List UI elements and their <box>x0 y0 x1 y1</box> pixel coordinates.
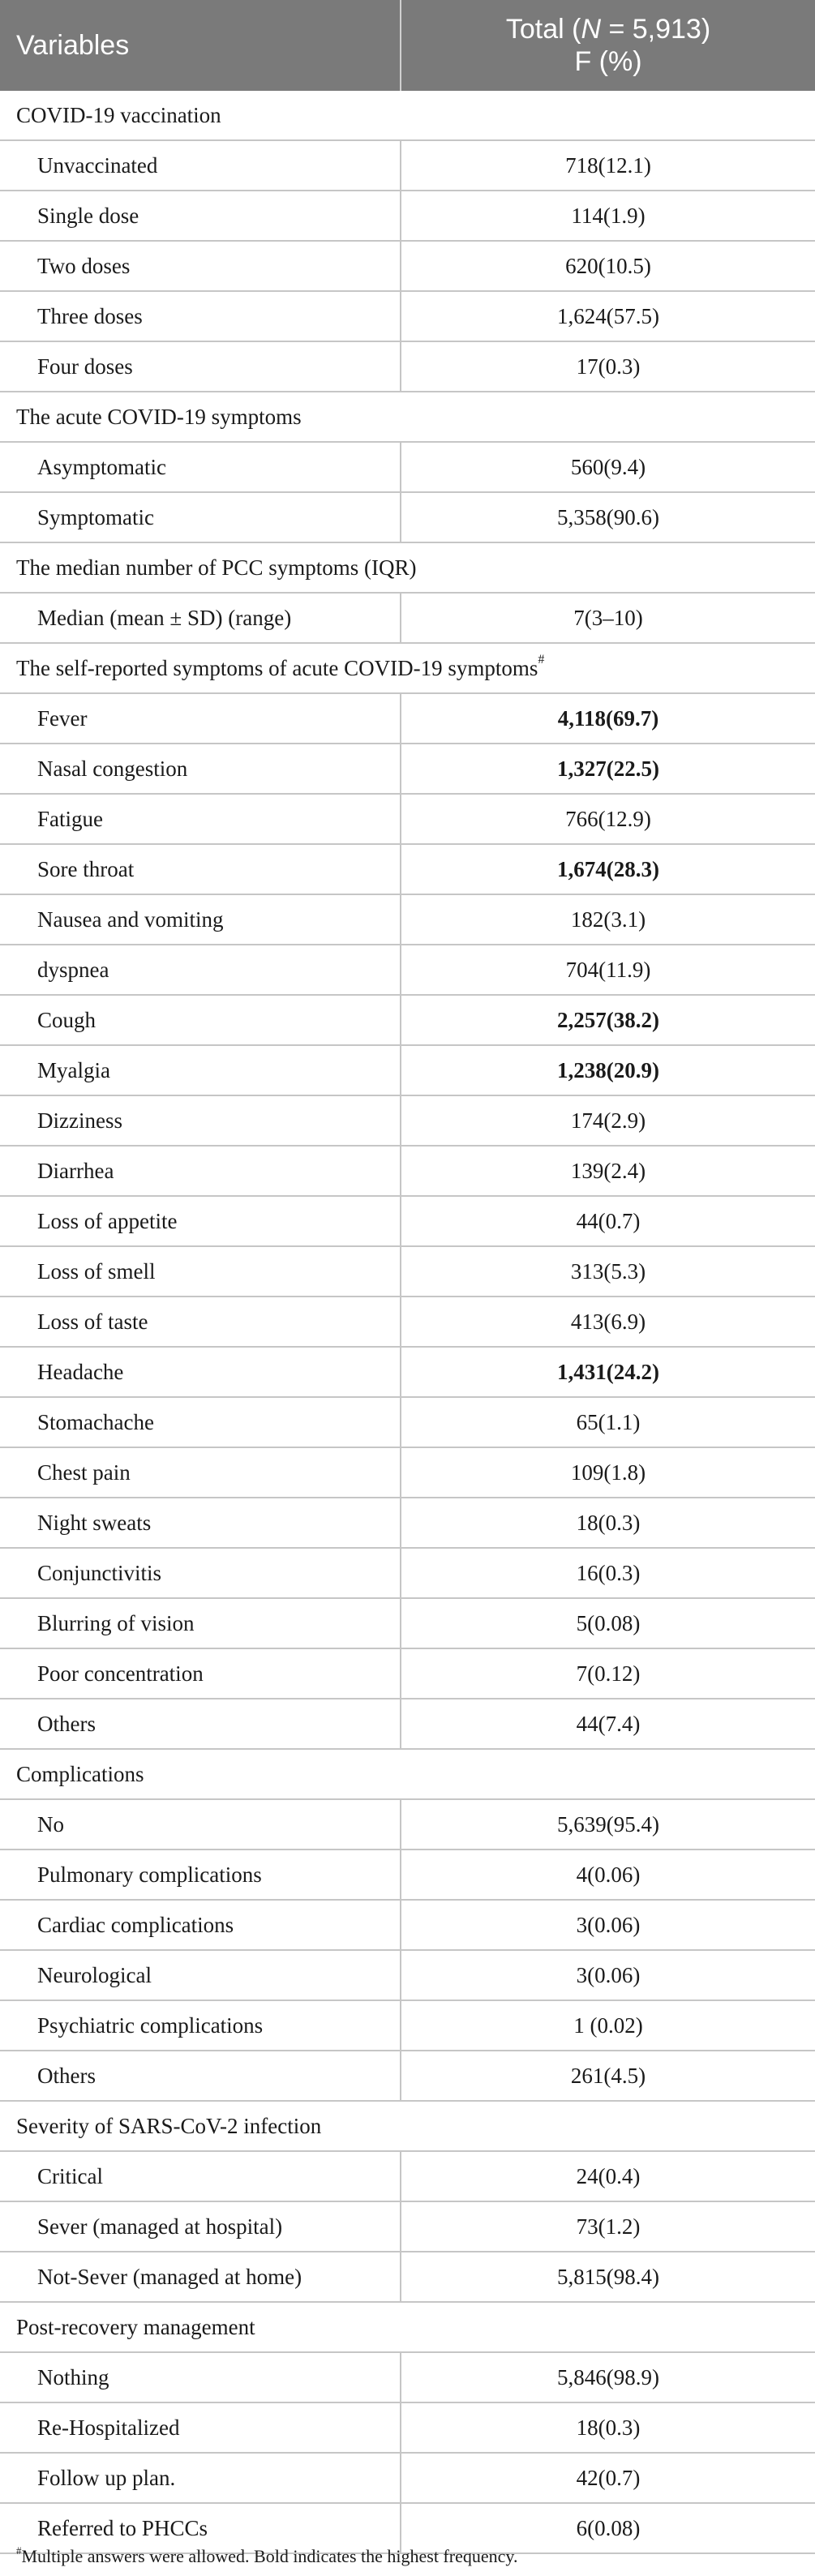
row-value: 16(0.3) <box>401 1548 815 1598</box>
table-row <box>0 2453 815 2503</box>
section-title <box>0 1749 815 1799</box>
table-row <box>0 1447 815 1498</box>
table-row <box>0 341 815 392</box>
row-label: Loss of smell <box>0 1246 401 1297</box>
row-label: Two doses <box>0 241 401 291</box>
row-value: 2,257(38.2) <box>401 995 815 1045</box>
table-row <box>0 2252 815 2302</box>
row-label: Nasal congestion <box>0 744 401 794</box>
table-row <box>0 1246 815 1297</box>
row-label: Neurological <box>0 1950 401 2000</box>
table-row <box>0 1196 815 1246</box>
row-value: 5,358(90.6) <box>401 492 815 542</box>
row-value: 4,118(69.7) <box>401 693 815 744</box>
row-label: Conjunctivitis <box>0 1548 401 1598</box>
table-row <box>0 140 815 191</box>
row-label: dyspnea <box>0 945 401 995</box>
table-row <box>0 241 815 291</box>
row-label: Blurring of vision <box>0 1598 401 1648</box>
row-value: 65(1.1) <box>401 1397 815 1447</box>
row-label: Others <box>0 1699 401 1749</box>
row-label: Sore throat <box>0 844 401 894</box>
table-row <box>0 894 815 945</box>
row-label: Night sweats <box>0 1498 401 1548</box>
table-row <box>0 1146 815 1196</box>
table-row <box>0 1900 815 1950</box>
table-row <box>0 744 815 794</box>
table-row <box>0 1297 815 1347</box>
row-value: 1,624(57.5) <box>401 291 815 341</box>
row-label: Headache <box>0 1347 401 1397</box>
row-value: 73(1.2) <box>401 2201 815 2252</box>
section-row <box>0 392 815 442</box>
section-title-text: Post-recovery management <box>16 2314 255 2339</box>
table-row <box>0 2051 815 2101</box>
table-row <box>0 442 815 492</box>
row-value: 1 (0.02) <box>401 2000 815 2051</box>
section-title <box>0 91 815 140</box>
table-row <box>0 794 815 844</box>
row-value: 1,238(20.9) <box>401 1045 815 1095</box>
row-value: 4(0.06) <box>401 1849 815 1900</box>
row-label: Single dose <box>0 191 401 241</box>
section-row <box>0 2302 815 2352</box>
row-value: 718(12.1) <box>401 140 815 191</box>
section-title <box>0 392 815 442</box>
table-row <box>0 1699 815 1749</box>
row-value: 5,846(98.9) <box>401 2352 815 2402</box>
row-label: Re-Hospitalized <box>0 2402 401 2453</box>
section-title <box>0 643 815 693</box>
section-row <box>0 1749 815 1799</box>
header-total-prefix: Total ( <box>505 14 581 45</box>
row-value: 114(1.9) <box>401 191 815 241</box>
row-value: 1,431(24.2) <box>401 1347 815 1397</box>
row-value: 174(2.9) <box>401 1095 815 1146</box>
row-value: 313(5.3) <box>401 1246 815 1297</box>
row-label: Pulmonary complications <box>0 1849 401 1900</box>
table-row <box>0 1397 815 1447</box>
row-label: Nothing <box>0 2352 401 2402</box>
row-value: 7(0.12) <box>401 1648 815 1699</box>
row-label: Cough <box>0 995 401 1045</box>
row-label: Four doses <box>0 341 401 392</box>
table-row <box>0 2352 815 2402</box>
table-row <box>0 191 815 241</box>
table-header-row <box>0 0 815 91</box>
row-value: 5,815(98.4) <box>401 2252 815 2302</box>
row-value: 261(4.5) <box>401 2051 815 2101</box>
section-title <box>0 2302 815 2352</box>
header-total-suffix: = 5,913) <box>601 14 711 45</box>
table-row <box>0 945 815 995</box>
row-value: 109(1.8) <box>401 1447 815 1498</box>
row-label: Sever (managed at hospital) <box>0 2201 401 2252</box>
section-title-text: The acute COVID-19 symptoms <box>16 404 302 429</box>
row-value: 18(0.3) <box>401 2402 815 2453</box>
table-row <box>0 1950 815 2000</box>
row-label: Three doses <box>0 291 401 341</box>
row-label: Fatigue <box>0 794 401 844</box>
section-title-text: The median number of PCC symptoms (IQR) <box>16 555 417 580</box>
row-value: 560(9.4) <box>401 442 815 492</box>
table-row <box>0 1849 815 1900</box>
table-row <box>0 1648 815 1699</box>
row-value: 5,639(95.4) <box>401 1799 815 1849</box>
row-label: Unvaccinated <box>0 140 401 191</box>
footnote-mark: # <box>16 2544 22 2557</box>
row-value: 413(6.9) <box>401 1297 815 1347</box>
row-label: Asymptomatic <box>0 442 401 492</box>
section-title-text: Severity of SARS-CoV-2 infection <box>16 2113 322 2138</box>
header-total <box>401 0 815 91</box>
table-row <box>0 1598 815 1648</box>
section-title <box>0 542 815 593</box>
row-label: Critical <box>0 2151 401 2201</box>
row-label: Follow up plan. <box>0 2453 401 2503</box>
table-row <box>0 1548 815 1598</box>
table-row <box>0 2402 815 2453</box>
header-total-n: N <box>581 14 601 45</box>
row-value: 1,327(22.5) <box>401 744 815 794</box>
section-title-text: The self-reported symptoms of acute COVID-19 symptoms <box>16 655 538 680</box>
table-row <box>0 1045 815 1095</box>
row-value: 44(7.4) <box>401 1699 815 1749</box>
row-label: Referred to PHCCs <box>0 2503 401 2553</box>
row-label: Others <box>0 2051 401 2101</box>
row-value: 17(0.3) <box>401 341 815 392</box>
row-label: No <box>0 1799 401 1849</box>
section-row <box>0 643 815 693</box>
row-label: Not-Sever (managed at home) <box>0 2252 401 2302</box>
table-row <box>0 2151 815 2201</box>
section-title-text: Complications <box>16 1761 144 1786</box>
row-value: 7(3–10) <box>401 593 815 643</box>
row-label: Poor concentration <box>0 1648 401 1699</box>
table-body <box>0 91 815 2553</box>
table-row <box>0 1095 815 1146</box>
row-value: 24(0.4) <box>401 2151 815 2201</box>
table-row <box>0 1347 815 1397</box>
row-value: 3(0.06) <box>401 1950 815 2000</box>
table-row <box>0 291 815 341</box>
row-label: Diarrhea <box>0 1146 401 1196</box>
row-label: Stomachache <box>0 1397 401 1447</box>
row-label: Cardiac complications <box>0 1900 401 1950</box>
row-value: 6(0.08) <box>401 2503 815 2553</box>
section-row <box>0 542 815 593</box>
table-row <box>0 2201 815 2252</box>
row-value: 5(0.08) <box>401 1598 815 1648</box>
table-row <box>0 2000 815 2051</box>
row-value: 18(0.3) <box>401 1498 815 1548</box>
section-title <box>0 2101 815 2151</box>
row-label: Nausea and vomiting <box>0 894 401 945</box>
row-label: Chest pain <box>0 1447 401 1498</box>
table-row <box>0 593 815 643</box>
table-row <box>0 492 815 542</box>
section-title-mark: # <box>538 652 545 667</box>
row-value: 620(10.5) <box>401 241 815 291</box>
table-row <box>0 995 815 1045</box>
row-value: 704(11.9) <box>401 945 815 995</box>
row-value: 3(0.06) <box>401 1900 815 1950</box>
row-label: Psychiatric complications <box>0 2000 401 2051</box>
row-value: 766(12.9) <box>401 794 815 844</box>
table-row <box>0 844 815 894</box>
row-label: Loss of appetite <box>0 1196 401 1246</box>
row-value: 42(0.7) <box>401 2453 815 2503</box>
table-row <box>0 693 815 744</box>
row-label: Myalgia <box>0 1045 401 1095</box>
row-value: 44(0.7) <box>401 1196 815 1246</box>
section-title-text: COVID-19 vaccination <box>16 102 221 127</box>
row-label: Dizziness <box>0 1095 401 1146</box>
footnote <box>16 2546 517 2567</box>
row-value: 139(2.4) <box>401 1146 815 1196</box>
row-value: 182(3.1) <box>401 894 815 945</box>
table-row <box>0 1799 815 1849</box>
header-total-line2: F (%) <box>574 46 642 77</box>
row-label: Symptomatic <box>0 492 401 542</box>
table-row <box>0 1498 815 1548</box>
row-label: Fever <box>0 693 401 744</box>
footnote-text: Multiple answers were allowed. Bold indicates the highest frequency. <box>21 2546 518 2566</box>
row-label: Loss of taste <box>0 1297 401 1347</box>
header-variables: Variables <box>0 0 401 91</box>
row-label: Median (mean ± SD) (range) <box>0 593 401 643</box>
section-row <box>0 91 815 140</box>
row-value: 1,674(28.3) <box>401 844 815 894</box>
section-row <box>0 2101 815 2151</box>
